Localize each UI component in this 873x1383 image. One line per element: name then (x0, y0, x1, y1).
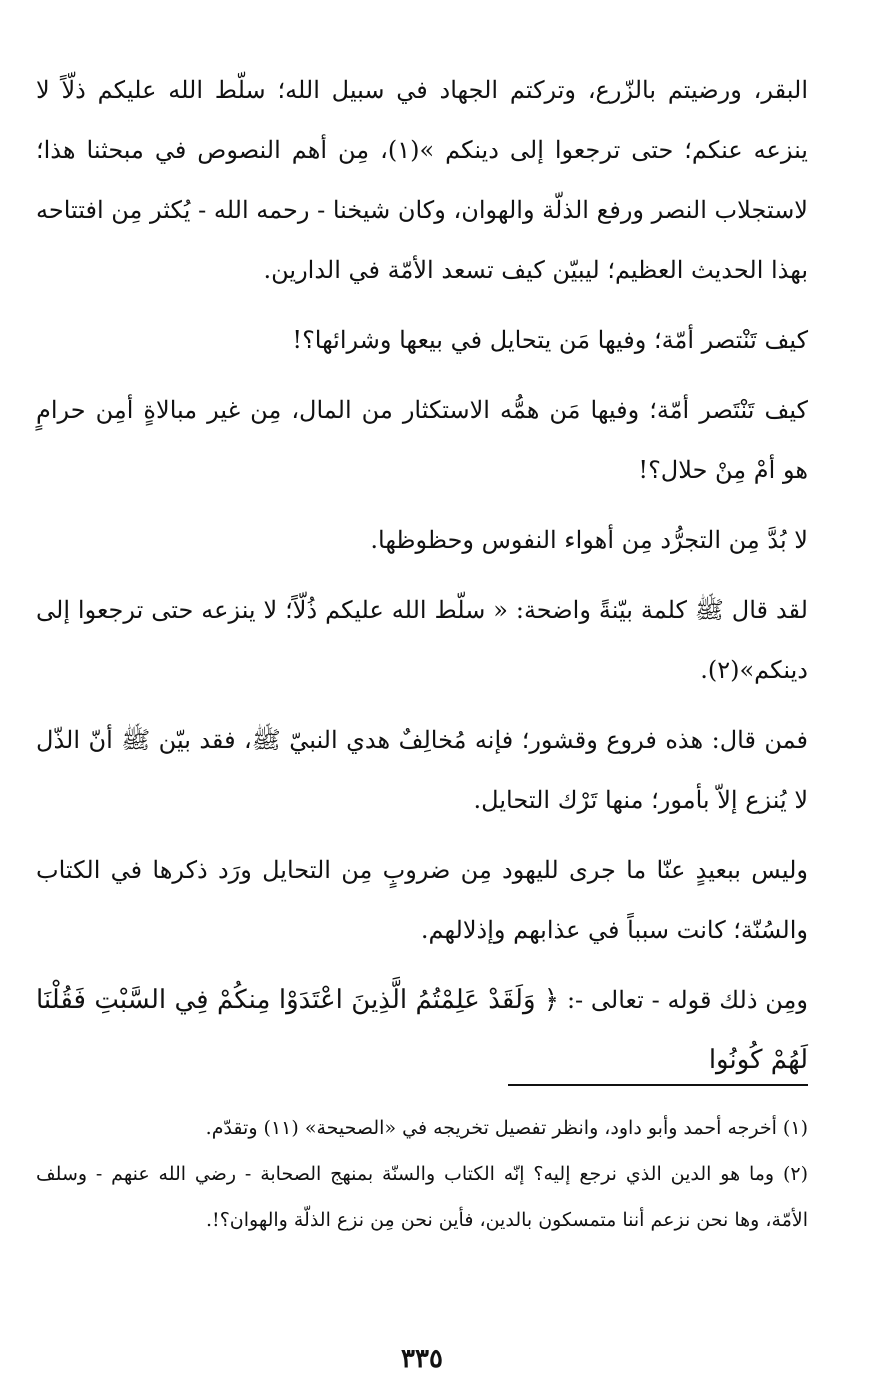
book-page (36, 60, 809, 1374)
quran-intro: ومِن ذلك قوله - تعالى -: (566, 986, 809, 1014)
paragraph: لقد قال ﷺ كلمة بيّنةً واضحة: « سلّط الله عليكم ذُلّاً؛ لا ينزعه حتى ترجعوا إلى دينكم»(٢). (36, 596, 808, 684)
quran-paragraph (36, 970, 808, 1090)
main-text (36, 60, 808, 1090)
footnote: (٢) وما هو الدين الذي نرجع إليه؟ إنّه الكتاب والسنّة بمنهج الصحابة - رضي الله عنهم - وسلف الأمّة، وها نحن نزعم أننا متمسكون بالدين، فأين نحن مِن نزع الذلّة والهوان؟!. (36, 1163, 808, 1231)
paragraph: فمن قال: هذه فروع وقشور؛ فإنه مُخالِفٌ هدي النبيّ ﷺ، فقد بيّن ﷺ أنّ الذّل لا يُنزع إلاّ بأمور؛ منها تَرْك التحايل. (36, 726, 808, 814)
quran-verse: ﴿ وَلَقَدْ عَلِمْتُمُ الَّذِينَ اعْتَدَوْا مِنكُمْ فِي السَّبْتِ فَقُلْنَا لَهُمْ كُونُوا (36, 985, 808, 1075)
paragraph: لا بُدَّ مِن التجرُّد مِن أهواء النفوس وحظوظها. (370, 526, 808, 554)
footnotes (36, 1105, 808, 1243)
paragraph: كيف تَنْتصر أمّة؛ وفيها مَن يتحايل في بيعها وشرائها؟! (292, 326, 808, 354)
paragraph: كيف تَنْتَصر أمّة؛ وفيها مَن همُّه الاستكثار من المال، مِن غير مبالاةٍ أمِن حرامٍ هو أمْ مِنْ حلال؟! (36, 396, 808, 484)
paragraph: البقر، ورضيتم بالزّرع، وتركتم الجهاد في سبيل الله؛ سلّط الله عليكم ذلّاً لا ينزعه عنكم؛ حتى ترجعوا إلى دينكم »(١)، مِن أهم النصوص في مبحثنا هذا؛ لاستجلاب النصر ورفع الذلّة والهوان، وكان شيخنا - رحمه الله - يُكثر مِن افتتاحه بهذا الحديث العظيم؛ ليبيّن كيف تسعد الأمّة في الدارين. (36, 76, 808, 284)
page-number: ٣٣٥ (401, 1344, 443, 1374)
paragraph: وليس ببعيدٍ عنّا ما جرى لليهود مِن ضروبٍ مِن التحايل ورَد ذكرها في الكتاب والسُنّة؛ كانت سبباً في عذابهم وإذلالهم. (36, 856, 808, 944)
footnote: (١) أخرجه أحمد وأبو داود، وانظر تفصيل تخريجه في «الصحيحة» (١١) وتقدّم. (205, 1117, 808, 1139)
footnote-divider (508, 1084, 808, 1086)
